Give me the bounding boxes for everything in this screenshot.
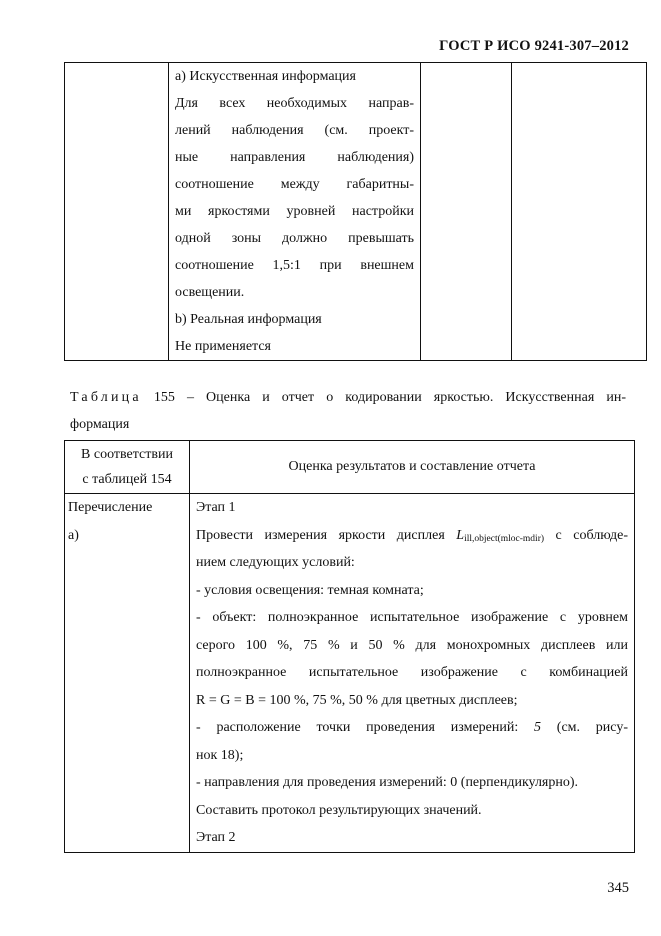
- text-line: соотношение между габаритны-: [175, 177, 414, 192]
- enumeration-cell: [65, 494, 190, 853]
- caption-title: 155 – Оценка и отчет о кодировании яркостью. Искусственная ин-: [153, 390, 627, 405]
- text-line: Не применяется: [175, 339, 271, 354]
- page-number: 345: [607, 880, 629, 896]
- figure-point-number: 5: [534, 720, 542, 735]
- table-cell-empty: [65, 63, 169, 361]
- text-fragment: с соблюде-: [544, 527, 628, 543]
- header-text: В соответствии: [81, 447, 173, 462]
- text-line: соотношение 1,5:1 при внешнем: [175, 258, 414, 273]
- table-header-row: [65, 441, 635, 494]
- text-line: - условия освещения: темная комната;: [196, 582, 424, 598]
- table-row: [65, 494, 635, 853]
- header-cell-reference: [65, 441, 190, 494]
- evaluation-table: [64, 440, 635, 853]
- requirement-cell: [169, 63, 421, 361]
- text-line: b) Реальная информация: [175, 312, 322, 327]
- table-cell-empty: [421, 63, 512, 361]
- continued-table: [64, 62, 647, 361]
- document-code-header: ГОСТ Р ИСО 9241-307–2012: [439, 38, 629, 54]
- text-line: [196, 522, 628, 550]
- text-line: Перечисление: [68, 500, 153, 515]
- stage-label: Этап 2: [196, 830, 236, 845]
- text-line: ные направления наблюдения): [175, 150, 414, 165]
- text-line: - направления для проведения измерений: 0 (перпендикулярно).: [196, 775, 579, 790]
- text-line: - объект: полноэкранное испытательное изображение с уровнем: [196, 610, 628, 625]
- text-line: освещении.: [175, 285, 245, 300]
- text-line: [196, 714, 628, 742]
- table-cell-empty: [512, 63, 647, 361]
- text-fragment: Провести измерения яркости дисплея: [196, 527, 457, 543]
- header-text: с таблицей 154: [82, 472, 172, 487]
- text-fragment: - расположение точки проведения измерений:: [196, 720, 535, 735]
- header-cell-evaluation: Оценка результатов и составление отчета: [190, 441, 635, 494]
- text-line: а): [68, 527, 79, 543]
- text-line: a) Искусственная информация: [175, 69, 356, 84]
- text-line: одной зоны должно превышать: [175, 231, 414, 246]
- text-line: полноэкранное испытательное изображение с комбинацией: [196, 665, 628, 680]
- luminance-symbol: L: [456, 527, 465, 543]
- stage-label: Этап 1: [196, 500, 236, 515]
- procedure-cell: [190, 494, 635, 853]
- text-line: серого 100 %, 75 % и 50 % для монохромных дисплеев или: [196, 637, 628, 653]
- text-line: ми яркостями уровней настройки: [175, 204, 414, 219]
- luminance-subscript: ill,object(mloc-mdir): [464, 533, 545, 544]
- text-line: нием следующих условий:: [196, 555, 355, 570]
- table-caption: [70, 384, 626, 438]
- text-line: R = G = B = 100 %, 75 %, 50 % для цветных дисплеев;: [196, 692, 518, 708]
- table-row: [65, 63, 647, 361]
- text-fragment: (см. рису-: [541, 720, 628, 735]
- text-line: Составить протокол результирующих значений.: [196, 802, 482, 818]
- text-line: нок 18);: [196, 747, 244, 763]
- caption-continuation: формация: [70, 417, 130, 432]
- caption-prefix: Таблица: [70, 390, 142, 405]
- text-line: лений наблюдения (см. проект-: [175, 123, 414, 138]
- text-line: Для всех необходимых направ-: [175, 96, 414, 111]
